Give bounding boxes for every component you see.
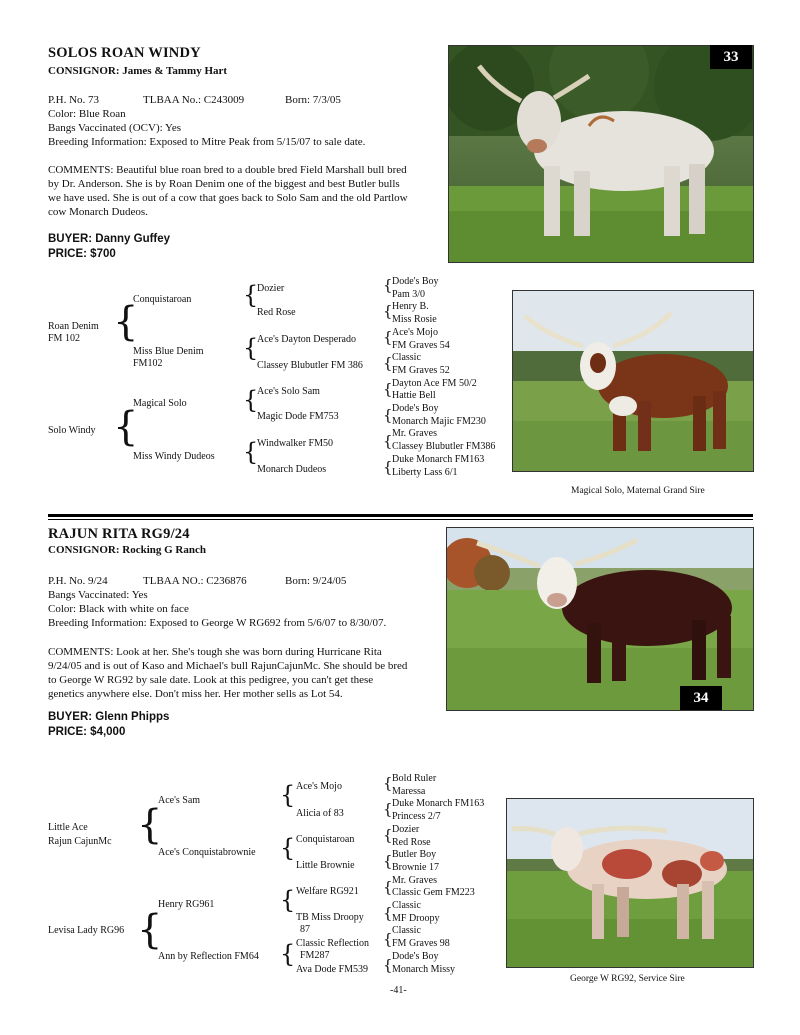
brace: { xyxy=(243,334,259,362)
lot34-ped-ggg: Classic Gem FM223 xyxy=(392,887,475,899)
lot33-ped-g4: Miss Windy Dudeos xyxy=(133,451,215,462)
lot34-consignor: CONSIGNOR: Rocking G Ranch xyxy=(48,544,206,556)
lot33-ped-ggg: FM Graves 54 xyxy=(392,339,450,351)
lot34-ped-gg: Ava Dode FM539 xyxy=(296,964,369,975)
brace: { xyxy=(383,432,393,450)
lot34-ped-gg: Little Brownie xyxy=(296,860,355,871)
brace: { xyxy=(383,852,393,870)
lot34-sire-photo xyxy=(506,798,754,968)
lot33-ped-g2-line: FM102 xyxy=(133,358,163,369)
brace: { xyxy=(137,907,163,953)
lot33-sire-caption: Magical Solo, Maternal Grand Sire xyxy=(571,486,705,496)
lot33-ped-ggg: Hattie Bell xyxy=(392,390,436,402)
lot34-comments-line: genetics anywhere else. Don't miss her. Her mother sells as Lot 54. xyxy=(48,688,343,700)
lot33-comments xyxy=(48,163,423,219)
lot34-born: Born: 9/24/05 xyxy=(285,575,347,587)
brace: { xyxy=(383,302,393,320)
brace: { xyxy=(383,930,393,948)
lot33-ped-ggg: Mr. Graves xyxy=(392,428,437,440)
brace: { xyxy=(383,904,393,922)
lot33-consignor: CONSIGNOR: James & Tammy Hart xyxy=(48,65,228,77)
lot33-ped-g3: Magical Solo xyxy=(133,398,187,409)
lot34-ped-g4: Ann by Reflection FM64 xyxy=(158,951,259,962)
brace: { xyxy=(243,386,259,414)
lot34-color: Color: Black with white on face xyxy=(48,603,189,615)
lot34-ped-ggg: Brownie 17 xyxy=(392,861,439,873)
lot33-born: Born: 7/3/05 xyxy=(285,94,341,106)
lot34-ped-ggg: Butler Boy xyxy=(392,849,437,861)
lot33-breeding: Breeding Information: Exposed to Mitre Peak from 5/15/07 to sale date. xyxy=(48,136,366,148)
brace: { xyxy=(383,354,393,372)
brace: { xyxy=(113,299,139,345)
brace: { xyxy=(243,438,259,466)
lot34-ped-gg: Conquistaroan xyxy=(296,834,355,845)
brace: { xyxy=(383,406,393,424)
page-number: -41- xyxy=(390,985,407,996)
lot34-bangs: Bangs Vaccinated: Yes xyxy=(48,589,148,601)
brace: { xyxy=(280,781,296,809)
lot33-comments-line: cow Monarch Dudeos. xyxy=(48,206,148,218)
lot34-price: PRICE: $4,000 xyxy=(48,726,126,738)
lot34-ped-gg: Alicia of 83 xyxy=(296,808,344,819)
brace: { xyxy=(383,956,393,974)
lot34-ped-ggg: Duke Monarch FM163 xyxy=(392,798,485,810)
lot33-bangs: Bangs Vaccinated (OCV): Yes xyxy=(48,122,182,134)
lot34-number-badge: 34 xyxy=(680,686,722,710)
lot33-ped-gg: Magic Dode FM753 xyxy=(257,411,339,422)
lot34-ph: P.H. No. 9/24 xyxy=(48,575,108,587)
lot34-ped-ggg: Bold Ruler xyxy=(392,773,437,784)
lot33-ped-ggg: Duke Monarch FM163 xyxy=(392,453,485,465)
brace: { xyxy=(280,886,296,914)
lot33-ped-g2 xyxy=(133,346,204,370)
lot33-ped-ggg: Dayton Ace FM 50/2 xyxy=(392,377,477,389)
lot33-ped-sire xyxy=(48,321,99,345)
lot33-cow-photo xyxy=(448,45,754,263)
lot33-tlbaa: TLBAA No.: C243009 xyxy=(143,94,245,106)
lot33-ped-ggg: FM Graves 52 xyxy=(392,364,450,376)
lot33-ped-ggg: Dode's Boy xyxy=(392,403,439,415)
lot34-ped-sire-line: Rajun CajunMc xyxy=(48,836,112,847)
brace: { xyxy=(383,328,393,346)
brace: { xyxy=(383,878,393,896)
lot33-ped-gg: Red Rose xyxy=(257,307,296,318)
lot33-ped-ggg: Henry B. xyxy=(392,301,429,313)
lot33-ped-ggg: Monarch Majic FM230 xyxy=(392,415,486,427)
lot33-ped-g1: Conquistaroan xyxy=(133,294,192,305)
lot33-ped-gg: Ace's Solo Sam xyxy=(257,386,320,397)
lot34-comments-line: 9/24/05 and is out of Kaso and Michael's bull RajunCajunMc. She should be bred xyxy=(48,660,408,672)
lot33-title: SOLOS ROAN WINDY xyxy=(48,45,201,61)
brace: { xyxy=(383,826,393,844)
lot34-cow-illustration xyxy=(447,528,753,710)
lot33-ped-gg: Dozier xyxy=(257,283,285,294)
lot33-ped-g2-line: Miss Blue Denim xyxy=(133,346,204,357)
lot33-sire-photo xyxy=(512,290,754,472)
lot33-ped-ggg-list xyxy=(392,276,495,479)
brace: { xyxy=(383,800,393,818)
lot34-comments xyxy=(48,645,423,701)
lot34-title: RAJUN RITA RG9/24 xyxy=(48,526,190,542)
lot33-ped-gg: Monarch Dudeos xyxy=(257,464,327,475)
lot33-ped-ggg: Classic xyxy=(392,352,421,364)
lot34-ped-ggg: Classic xyxy=(392,925,421,937)
lot34-ped-ggg-list xyxy=(392,773,484,976)
lot34-ped-gg: TB Miss Droopy xyxy=(296,912,364,923)
lot34-ped-ggg: Classic xyxy=(392,900,421,912)
brace: { xyxy=(383,276,393,294)
lot34-tlbaa: TLBAA NO.: C236876 xyxy=(143,575,247,587)
lot34-ped-sire-line: Little Ace xyxy=(48,822,88,833)
lot34-ped-gg: FM287 xyxy=(300,950,330,961)
lot33-comments-line: we have used. She is out of a cow that goes back to Solo Sam and the old Partlow xyxy=(48,192,408,204)
lot33-comments-line: by Dr. Anderson. She is by Roan Denim one of the biggest and best Butler bulls xyxy=(48,178,400,190)
lot34-ped-gg: Welfare RG921 xyxy=(296,886,359,897)
lot34-ped-ggg: Dozier xyxy=(392,823,420,835)
lot33-ped-ggg: Dode's Boy xyxy=(392,276,439,287)
lot33-cow-illustration xyxy=(449,46,753,262)
lot33-color: Color: Blue Roan xyxy=(48,108,126,120)
brace: { xyxy=(280,940,296,968)
lot33-ped-ggg: Ace's Mojo xyxy=(392,326,438,338)
lot33-ped-gg: Ace's Dayton Desperado xyxy=(257,334,356,345)
lot33-comments-line: COMMENTS: Beautiful blue roan bred to a double bred Field Marshall bull bred xyxy=(48,164,407,176)
lot33-sire-illustration xyxy=(513,291,753,471)
lot34-ped-ggg: MF Droopy xyxy=(392,912,440,924)
brace: { xyxy=(137,802,163,848)
brace: { xyxy=(113,404,139,450)
lot33-ped-ggg: Pam 3/0 xyxy=(392,288,426,300)
lot34-ped-g2: Ace's Conquistabrownie xyxy=(158,847,256,858)
brace: { xyxy=(383,774,393,792)
lot34-ped-g3: Henry RG961 xyxy=(158,899,215,910)
lot33-ped-ggg: Miss Rosie xyxy=(392,314,437,326)
lot33-ped-gg: Windwalker FM50 xyxy=(257,438,333,449)
lot34-ped-g1: Ace's Sam xyxy=(158,795,201,806)
lot34-ped-ggg: FM Graves 98 xyxy=(392,938,450,950)
lot34-ped-ggg: Dode's Boy xyxy=(392,950,439,962)
lot34-buyer: BUYER: Glenn Phipps xyxy=(48,711,170,723)
lot34-ped-sire xyxy=(48,821,112,849)
brace: { xyxy=(280,834,296,862)
lot34-cow-photo xyxy=(446,527,754,711)
lot33-ped-dam: Solo Windy xyxy=(48,425,96,436)
lot33-ped-ggg: Liberty Lass 6/1 xyxy=(392,466,458,478)
brace: { xyxy=(383,458,393,476)
lot34-ped-gg: Classic Reflection xyxy=(296,938,370,949)
lot33-ped-sire-line: FM 102 xyxy=(48,333,80,344)
lot34-ped-ggg: Princess 2/7 xyxy=(392,811,441,823)
lot34-comments-line: COMMENTS: Look at her. She's tough she was born during Hurricane Rita xyxy=(48,646,382,658)
lot34-ped-gg: 87 xyxy=(300,924,310,935)
lot33-ped-gg: Classey Blubutler FM 386 xyxy=(257,360,363,371)
lot33-ped-ggg: Classey Blubutler FM386 xyxy=(392,441,496,453)
lot34-ped-ggg: Maressa xyxy=(392,785,426,797)
section-divider xyxy=(48,514,753,517)
lot34-ped-dam: Levisa Lady RG96 xyxy=(48,925,125,936)
lot34-sire-caption: George W RG92, Service Sire xyxy=(570,974,685,984)
lot34-ped-gg: Ace's Mojo xyxy=(296,781,342,792)
section-divider xyxy=(48,519,753,520)
lot33-ped-sire-line: Roan Denim xyxy=(48,321,99,332)
lot34-ped-ggg: Red Rose xyxy=(392,836,431,848)
lot34-ped-ggg: Monarch Missy xyxy=(392,963,456,975)
lot34-ped-ggg: Mr. Graves xyxy=(392,874,437,886)
lot33-price: PRICE: $700 xyxy=(48,248,116,260)
lot33-ph: P.H. No. 73 xyxy=(48,94,100,106)
lot34-breeding: Breeding Information: Exposed to George W RG692 from 5/6/07 to 8/30/07. xyxy=(48,617,387,629)
brace: { xyxy=(243,281,259,309)
lot34-sire-illustration xyxy=(507,799,753,967)
lot33-number-badge: 33 xyxy=(710,45,752,69)
lot34-comments-line: to George W RG92 by sale date. Look at this pedigree, you can't get these xyxy=(48,674,374,686)
brace: { xyxy=(383,380,393,398)
lot33-buyer: BUYER: Danny Guffey xyxy=(48,233,171,245)
